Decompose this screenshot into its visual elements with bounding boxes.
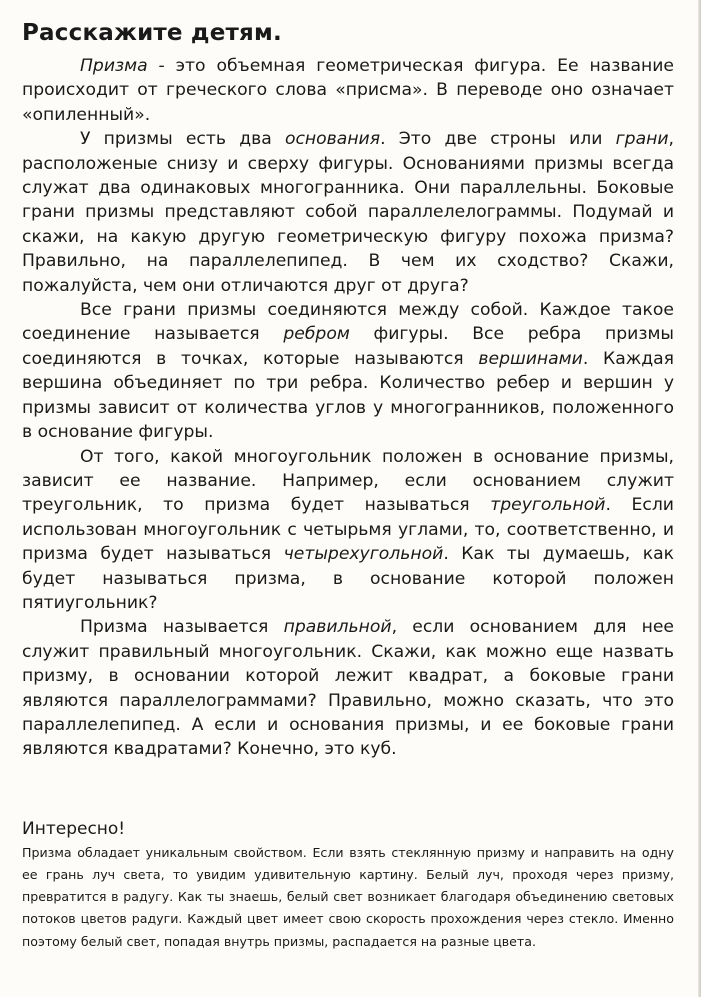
text-run: От того, какой многоугольник положен в основание призмы, зависит ее название. Например, если основанием служит треугольник, то призма будет называться	[22, 446, 674, 516]
text-run: Призма называется	[80, 617, 284, 638]
emphasized-term: четырехугольной	[283, 544, 444, 565]
emphasized-term: вершинами	[478, 348, 583, 369]
interesting-note	[22, 818, 674, 953]
section-gap	[22, 762, 674, 818]
paragraph	[22, 445, 674, 616]
text-run: , если основанием для нее служит правильный многоугольник. Скажи, как можно еще назвать призму, в основании которой лежит квадрат, а боковые грани являются параллелограммами? Правильно, можно сказать, что это параллелепипед. А если и основания призмы, и ее боковые грани являются квадратами? Конечно, это куб.	[22, 617, 674, 760]
emphasized-term: грани	[615, 129, 669, 150]
emphasized-term: правильной	[283, 617, 392, 638]
paragraph	[22, 54, 674, 127]
document-page	[22, 18, 674, 953]
page-title: Расскажите детям.	[22, 20, 282, 46]
emphasized-term: Призма	[80, 56, 148, 76]
emphasized-term: основания	[284, 129, 381, 150]
paragraph	[22, 298, 674, 444]
text-run: У призмы есть два	[80, 129, 285, 150]
emphasized-term: ребром	[283, 324, 350, 345]
text-run: Все грани призмы соединяются между собой. Каждое такое соединение называется	[22, 300, 674, 345]
text-run: . Если использован многоугольник с четырьмя углами, то, соответственно, и призма будет называться	[22, 495, 674, 565]
note-text: Призма обладает уникальным свойством. Если взять стеклянную призму и направить на одну ее грань луч света, то увидим удивительную картину. Белый луч, проходя через призму, превратится в радугу. Как ты знаешь, белый свет возникает благодаря объединению световых потоков цветов радуги. Каждый цвет имеет свою скорость прохождения через стекло. Именно поэтому белый свет, попадая внутрь призмы, распадается на разные цвета.	[22, 844, 674, 949]
text-run: , расположеные снизу и сверху фигуры. Основаниями призмы всегда служат два одинаковых многогранника. Они параллельны. Боковые грани призмы представляют собой параллелелограммы. Подумай и скажи, на какую другую геометрическую фигуру похожа призма? Правильно, на параллелепипед. В чем их сходство? Скажи, пожалуйста, чем они отличаются друг от друга?	[22, 129, 674, 296]
note-heading: Интересно!	[22, 818, 126, 839]
emphasized-term: треугольной	[490, 495, 606, 516]
text-run: . Каждая вершина объединяет по три ребра. Количество ребер и вершин у призмы зависит от количества углов у многогранников, положенного в основание фигуры.	[22, 348, 674, 443]
main-text	[22, 54, 674, 762]
text-run: фигуры. Все ребра призмы соединяются в точках, которые называются	[22, 324, 674, 369]
text-run: - это объемная геометрическая фигура. Ее название происходит от греческого слова «присма». В переводе оно означает «опиленный».	[22, 56, 674, 125]
paragraph	[22, 615, 674, 761]
paragraph	[22, 127, 674, 298]
text-run: . Как ты думаешь, как будет называться призма, в основание которой положен пятиугольник?	[22, 544, 674, 613]
text-run: . Это две строны или	[380, 129, 616, 150]
